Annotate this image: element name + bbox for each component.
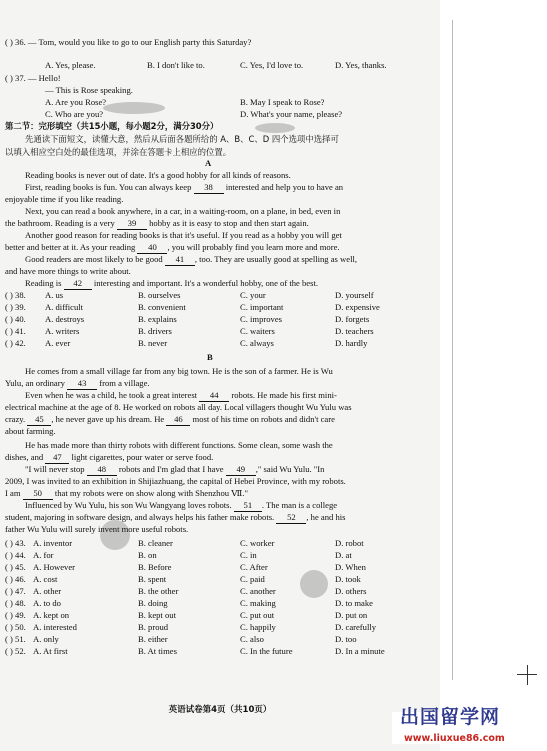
blank-43: 43 xyxy=(67,378,97,390)
blank-41: 41 xyxy=(165,254,195,266)
q41-option-b: B. drivers xyxy=(138,326,172,336)
q38-number: ( ) 38. xyxy=(5,290,26,300)
q41-option-c: C. waiters xyxy=(240,326,275,336)
passage-b-line: crazy. 45 , he never gave up his dream. He 46 most of his time on robots and didn't care xyxy=(5,414,335,426)
passage-b-line: 2009, I was invited to an exhibition in Shijiazhuang, the capital of Hebei Province, with my robots. xyxy=(5,476,346,486)
q41-option-a: A. writers xyxy=(45,326,80,336)
passage-b-line: about farming. xyxy=(5,426,56,436)
q42-option-d: D. hardly xyxy=(335,338,368,348)
q45-option-d: D. When xyxy=(335,562,366,572)
blank-49: 49 xyxy=(226,464,256,476)
q43-option-c: C. worker xyxy=(240,538,275,548)
q44-option-a: A. for xyxy=(33,550,54,560)
q41-number: ( ) 41. xyxy=(5,326,26,336)
q42-option-a: A. ever xyxy=(45,338,71,348)
blank-38: 38 xyxy=(194,182,224,194)
q47-option-c: C. another xyxy=(240,586,276,596)
crop-mark xyxy=(517,674,537,675)
blank-40: 40 xyxy=(137,242,167,254)
blank-45: 45 xyxy=(27,414,51,426)
q40-option-b: B. explains xyxy=(138,314,177,324)
q42-number: ( ) 42. xyxy=(5,338,26,348)
q50-option-b: B. proud xyxy=(138,622,169,632)
q46-number: ( ) 46. xyxy=(5,574,26,584)
blank-51: 51 xyxy=(234,500,262,512)
passage-a-line: and have more things to write about. xyxy=(5,266,131,276)
scan-margin xyxy=(440,0,547,751)
q47-option-b: B. the other xyxy=(138,586,179,596)
blank-44: 44 xyxy=(199,390,229,402)
q36-option-c: C. Yes, I'd love to. xyxy=(240,60,304,70)
passage-a-line: First, reading books is fun. You can always keep 38 interested and help you to have an xyxy=(25,182,343,194)
q40-option-d: D. forgets xyxy=(335,314,370,324)
passage-a-line: Reading is 42 interesting and important. It's a wonderful hobby, one of the best. xyxy=(25,278,318,290)
blank-39: 39 xyxy=(117,218,147,230)
q37-option-b: B. May I speak to Rose? xyxy=(240,97,325,107)
q49-option-d: D. put on xyxy=(335,610,368,620)
q46-option-a: A. cost xyxy=(33,574,58,584)
q48-option-c: C. making xyxy=(240,598,276,608)
passage-b-line: I am 50 that my robots were on show along with Shenzhou Ⅶ." xyxy=(5,488,248,500)
q39-option-b: B. convenient xyxy=(138,302,186,312)
q51-number: ( ) 51. xyxy=(5,634,26,644)
q44-number: ( ) 44. xyxy=(5,550,26,560)
passage-a-line: enjoyable time if you like reading. xyxy=(5,194,124,204)
passage-b-line: "I will never stop 48 robots and I'm glad that I have 49 ," said Wu Yulu. "In xyxy=(25,464,324,476)
passage-b-line: student, majoring in software design, and always helps his father make robots. 52 , he and his xyxy=(5,512,346,524)
q46-option-d: D. took xyxy=(335,574,361,584)
q51-option-c: C. also xyxy=(240,634,264,644)
q44-option-c: C. in xyxy=(240,550,257,560)
q36-option-d: D. Yes, thanks. xyxy=(335,60,387,70)
q39-number: ( ) 39. xyxy=(5,302,26,312)
q40-option-a: A. destroys xyxy=(45,314,85,324)
q51-option-b: B. either xyxy=(138,634,168,644)
q45-number: ( ) 45. xyxy=(5,562,26,572)
ink-smudge xyxy=(300,570,328,598)
blank-50: 50 xyxy=(23,488,53,500)
q52-number: ( ) 52. xyxy=(5,646,26,656)
q52-option-b: B. At times xyxy=(138,646,177,656)
q43-option-a: A. inventor xyxy=(33,538,73,548)
q40-option-c: C. improves xyxy=(240,314,283,324)
q50-number: ( ) 50. xyxy=(5,622,26,632)
passage-a-line: Next, you can read a book anywhere, in a car, in a waiting-room, on a plane, in bed, even in xyxy=(25,206,341,216)
blank-42: 42 xyxy=(64,278,92,290)
section-instructions-2: 以填入相应空白处的最佳选项，并涂在答题卡上相应的位置。 xyxy=(5,147,232,157)
passage-a-label: A xyxy=(205,158,212,168)
q46-option-b: B. spent xyxy=(138,574,167,584)
passage-b-line: dishes, and 47 light cigarettes, pour water or serve food. xyxy=(5,452,213,464)
q49-option-a: A. kept on xyxy=(33,610,70,620)
q52-option-d: D. In a minute xyxy=(335,646,385,656)
q44-option-d: D. at xyxy=(335,550,352,560)
question-36: ( ) 36. — Tom, would you like to go to our English party this Saturday? xyxy=(5,37,252,47)
passage-a-line: better and better at it. As your reading 40 , you will probably find you learn more and more. xyxy=(5,242,340,254)
site-watermark xyxy=(392,706,542,744)
q39-option-c: C. important xyxy=(240,302,284,312)
q36-option-b: B. I don't like to. xyxy=(147,60,205,70)
crop-mark xyxy=(527,665,528,685)
q37-option-a: A. Are you Rose? xyxy=(45,97,107,107)
passage-a-line: Reading books is never out of date. It's a good hobby for all kinds of reasons. xyxy=(25,170,291,180)
passage-b-line: He comes from a small village far from any big town. He is the son of a farmer. He is Wu xyxy=(25,366,333,376)
passage-b-label: B xyxy=(207,352,213,362)
passage-b-line: He has made more than thirty robots with different functions. Some clean, some wash the xyxy=(25,440,333,450)
blank-52: 52 xyxy=(276,512,306,524)
q38-option-c: C. your xyxy=(240,290,266,300)
q49-option-c: C. put out xyxy=(240,610,275,620)
q45-option-a: A. However xyxy=(33,562,75,572)
q46-option-c: C. paid xyxy=(240,574,265,584)
question-37: ( ) 37. — Hello! xyxy=(5,73,61,83)
q38-option-d: D. yourself xyxy=(335,290,374,300)
passage-b-line: father Wu Yulu will surely invent more useful robots. xyxy=(5,524,189,534)
passage-b-line: Even when he was a child, he took a great interest 44 robots. He made his first mini- xyxy=(25,390,337,402)
section-header: 第二节：完形填空（共15小题，每小题2分，满分30分） xyxy=(5,121,219,131)
q50-option-d: D. carefully xyxy=(335,622,377,632)
q50-option-c: C. happily xyxy=(240,622,276,632)
passage-b-line: Influenced by Wu Yulu, his son Wu Wangyang loves robots. 51 . The man is a college xyxy=(25,500,337,512)
watermark-logo-text: 出国留学网 xyxy=(400,706,501,728)
q37-option-c: C. Who are you? xyxy=(45,109,104,119)
passage-b-line: electrical machine at the age of 8. He worked on robots all day. Local villagers thought Wu Yulu was xyxy=(5,402,352,412)
q41-option-d: D. teachers xyxy=(335,326,374,336)
q48-option-b: B. doing xyxy=(138,598,168,608)
watermark-url: www.liuxue86.com xyxy=(404,733,505,744)
q37-option-d: D. What's your name, please? xyxy=(240,109,343,119)
q38-option-a: A. us xyxy=(45,290,64,300)
q51-option-d: D. too xyxy=(335,634,357,644)
blank-47: 47 xyxy=(45,452,69,464)
q48-option-a: A. to do xyxy=(33,598,61,608)
blank-48: 48 xyxy=(87,464,117,476)
q51-option-a: A. only xyxy=(33,634,59,644)
q52-option-a: A. At first xyxy=(33,646,68,656)
passage-a-line: Good readers are most likely to be good 41 , too. They are usually good at spelling as well, xyxy=(25,254,357,266)
q47-number: ( ) 47. xyxy=(5,586,26,596)
passage-a-line: the bathroom. Reading is a very 39 hobby as it is easy to stop and then start again. xyxy=(5,218,309,230)
q49-option-b: B. kept out xyxy=(138,610,176,620)
q48-number: ( ) 48. xyxy=(5,598,26,608)
page-footer: 英语试卷第4页（共10页） xyxy=(168,705,272,715)
q43-number: ( ) 43. xyxy=(5,538,26,548)
q42-option-c: C. always xyxy=(240,338,274,348)
section-instructions-1: 先通读下面短文，读懂大意，然后从后面各题所给的 A、B、C、D 四个选项中选择可 xyxy=(25,134,339,144)
ink-smudge xyxy=(255,123,295,133)
q39-option-a: A. difficult xyxy=(45,302,84,312)
q45-option-b: B. Before xyxy=(138,562,172,572)
q38-option-b: B. ourselves xyxy=(138,290,181,300)
q43-option-d: D. robot xyxy=(335,538,364,548)
q50-option-a: A. interested xyxy=(33,622,77,632)
ink-smudge xyxy=(103,102,165,114)
q39-option-d: D. expensive xyxy=(335,302,380,312)
passage-a-line: Another good reason for reading books is that it's useful. If you read as a hobby you will get xyxy=(25,230,342,240)
q44-option-b: B. on xyxy=(138,550,157,560)
q49-number: ( ) 49. xyxy=(5,610,26,620)
q48-option-d: D. to make xyxy=(335,598,373,608)
q47-option-a: A. other xyxy=(33,586,62,596)
q43-option-b: B. cleaner xyxy=(138,538,173,548)
q42-option-b: B. never xyxy=(138,338,168,348)
passage-b-line: Yulu, an ordinary 43 from a village. xyxy=(5,378,150,390)
blank-46: 46 xyxy=(166,414,190,426)
q47-option-d: D. others xyxy=(335,586,367,596)
q45-option-c: C. After xyxy=(240,562,268,572)
page-edge-line xyxy=(452,20,453,680)
q52-option-c: C. In the future xyxy=(240,646,293,656)
q36-option-a: A. Yes, please. xyxy=(45,60,96,70)
q40-number: ( ) 40. xyxy=(5,314,26,324)
question-37-line2: — This is Rose speaking. xyxy=(45,85,133,95)
